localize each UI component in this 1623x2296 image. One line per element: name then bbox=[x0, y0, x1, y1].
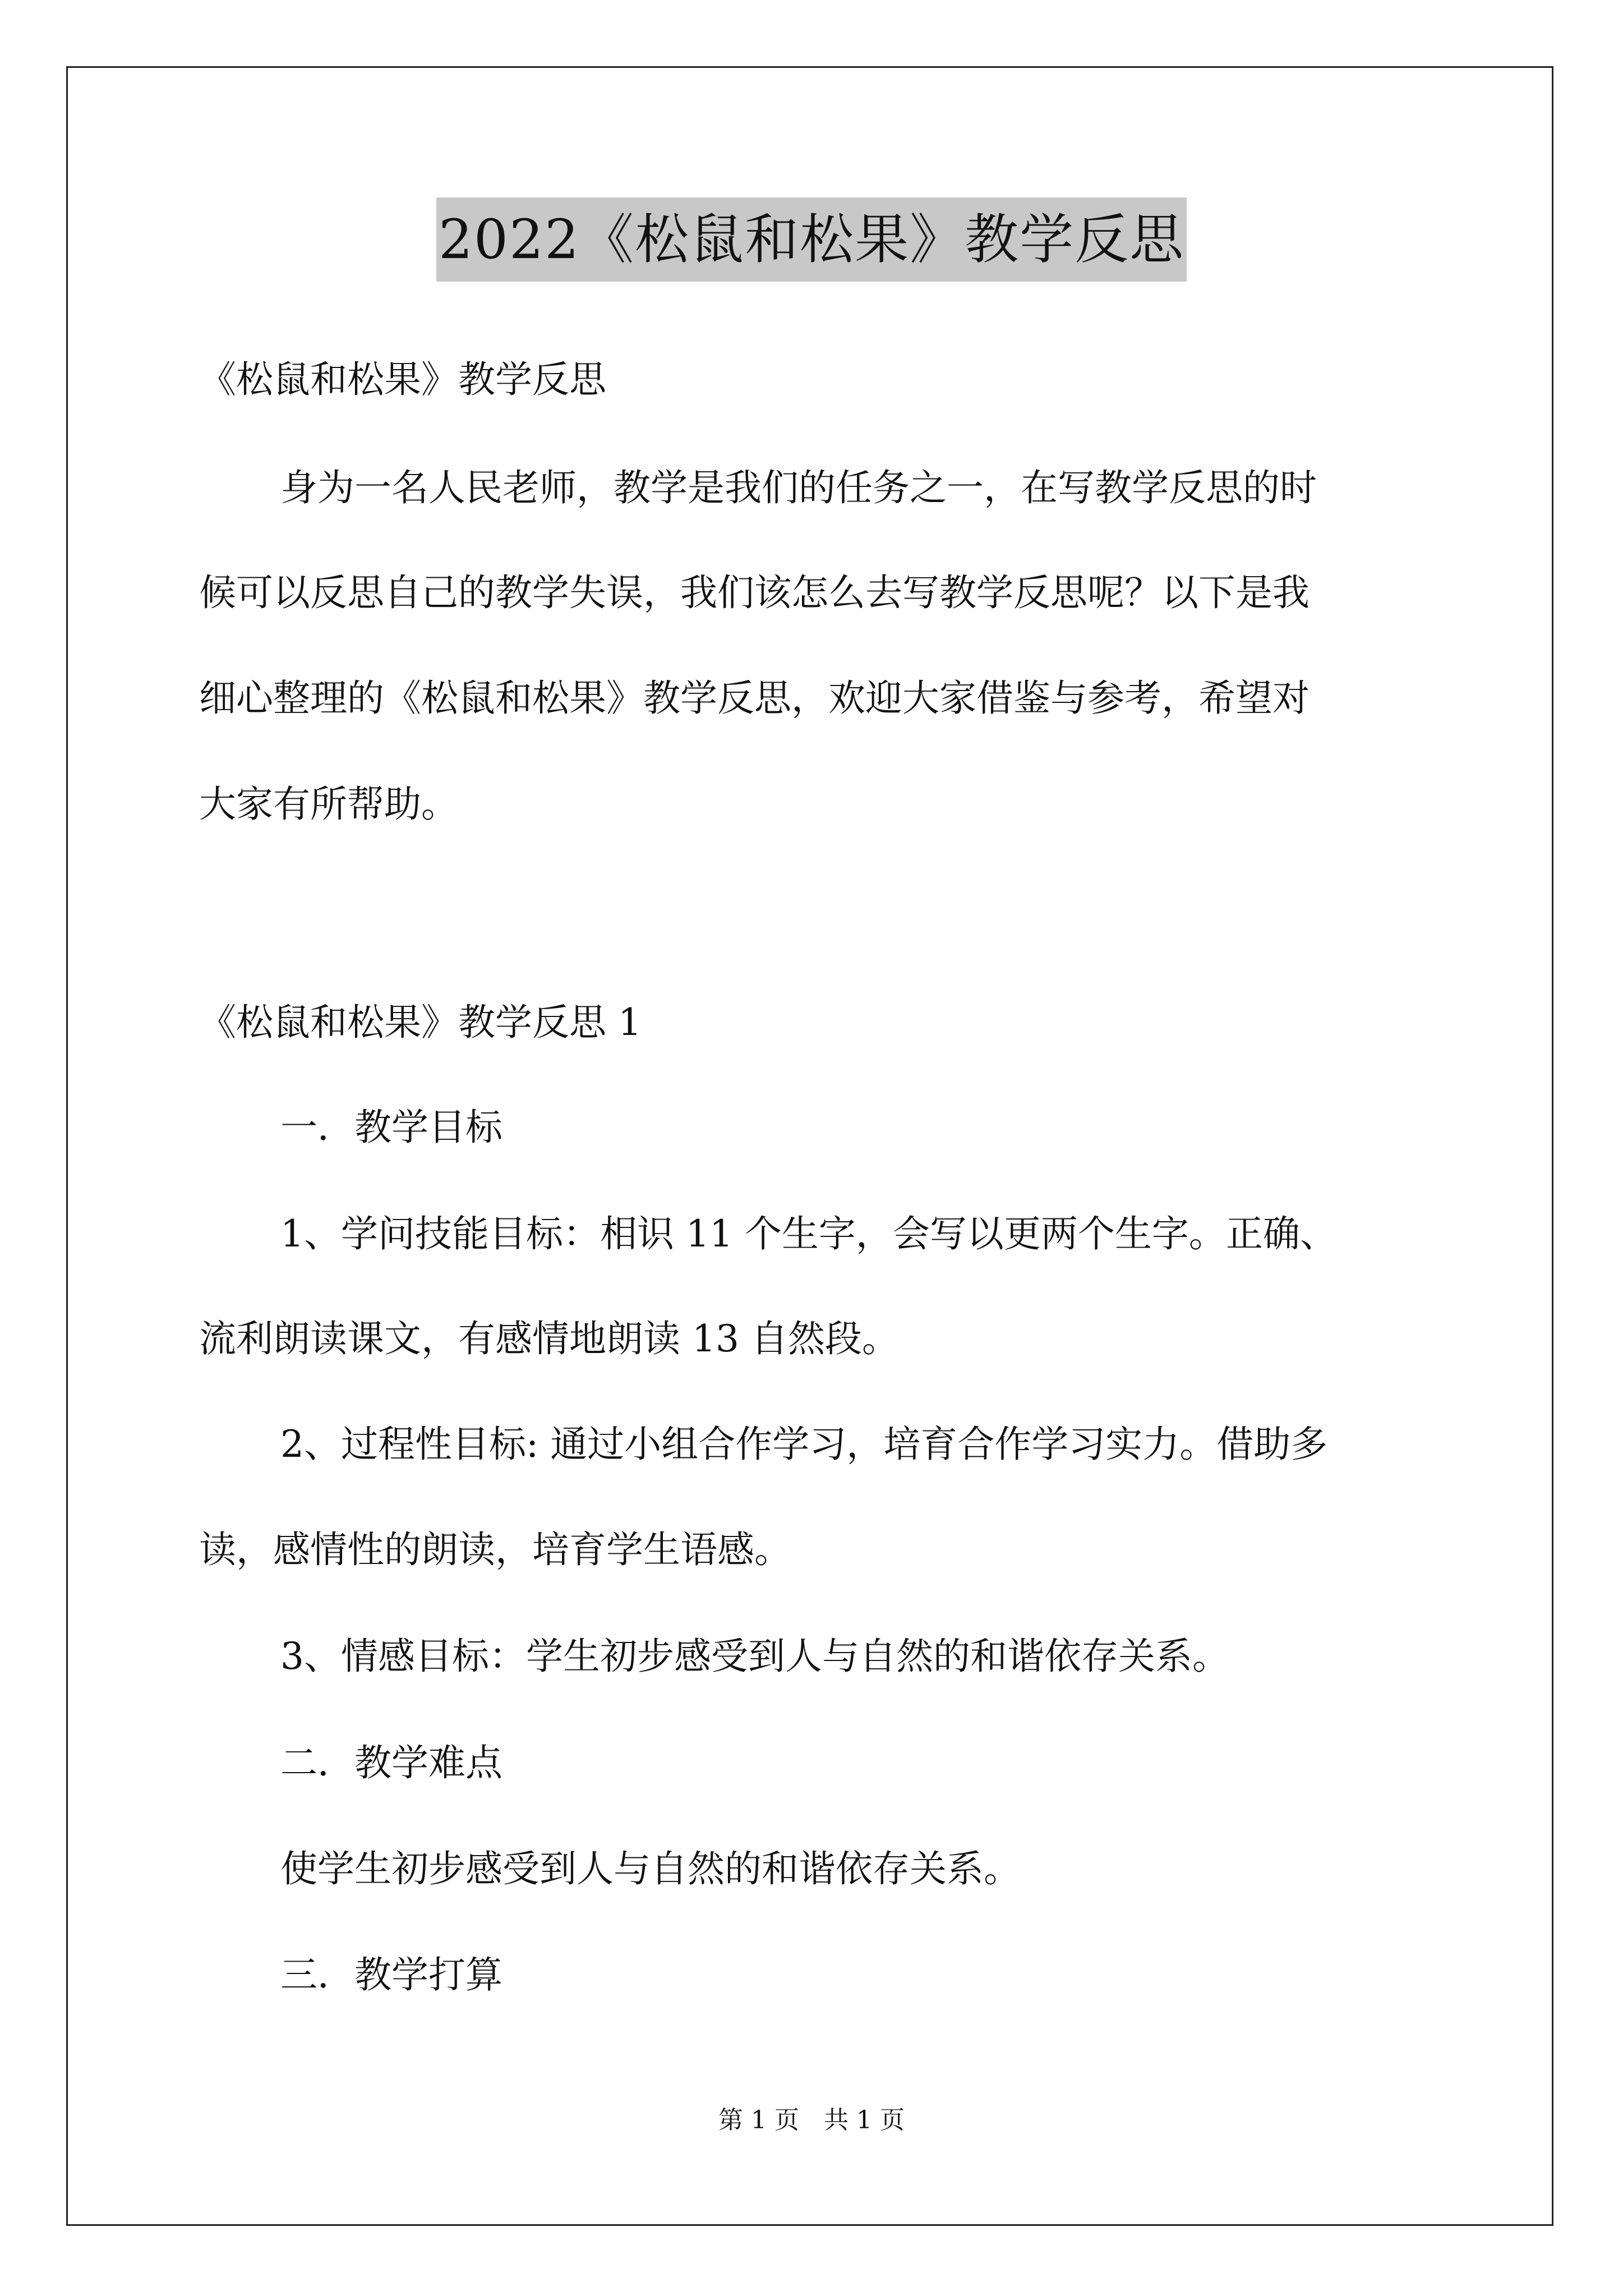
subtitle: 《松鼠和松果》教学反思 bbox=[199, 358, 606, 401]
section-title: 《松鼠和松果》教学反思 1 bbox=[199, 1001, 642, 1044]
heading-teaching-difficulty: 二．教学难点 bbox=[280, 1741, 502, 1784]
goal-1-line-1: 1、学问技能目标：相识 11 个生字，会写以更两个生字。正确、 bbox=[280, 1212, 1337, 1255]
difficulty-text: 使学生初步感受到人与自然的和谐依存关系。 bbox=[280, 1847, 1021, 1890]
intro-line-2: 候可以反思自己的教学失误，我们该怎么去写教学反思呢？以下是我 bbox=[199, 571, 1310, 614]
goal-2-line-1: 2、过程性目标: 通过小组合作学习，培育合作学习实力。借助多 bbox=[280, 1423, 1328, 1466]
goal-1-line-2: 流利朗读课文，有感情地朗读 13 自然段。 bbox=[199, 1317, 899, 1360]
goal-2-line-2: 读，感情性的朗读，培育学生语感。 bbox=[199, 1528, 791, 1571]
goal-3: 3、情感目标：学生初步感受到人与自然的和谐依存关系。 bbox=[280, 1635, 1229, 1678]
title-container bbox=[0, 197, 1623, 282]
intro-line-1-text: 身为一名人民老师，教学是我们的任务之一，在写教学反思的时 bbox=[280, 466, 1317, 509]
intro-line-3: 细心整理的《松鼠和松果》教学反思，欢迎大家借鉴与参考，希望对 bbox=[199, 677, 1310, 720]
document-title: 2022《松鼠和松果》教学反思 bbox=[436, 197, 1187, 282]
heading-teaching-plan: 三．教学打算 bbox=[280, 1953, 502, 1996]
heading-teaching-goals: 一．教学目标 bbox=[280, 1106, 502, 1149]
intro-line-1 bbox=[280, 463, 1427, 513]
page-footer: 第 1 页 共 1 页 bbox=[718, 2106, 905, 2134]
intro-line-4: 大家有所帮助。 bbox=[199, 783, 458, 826]
